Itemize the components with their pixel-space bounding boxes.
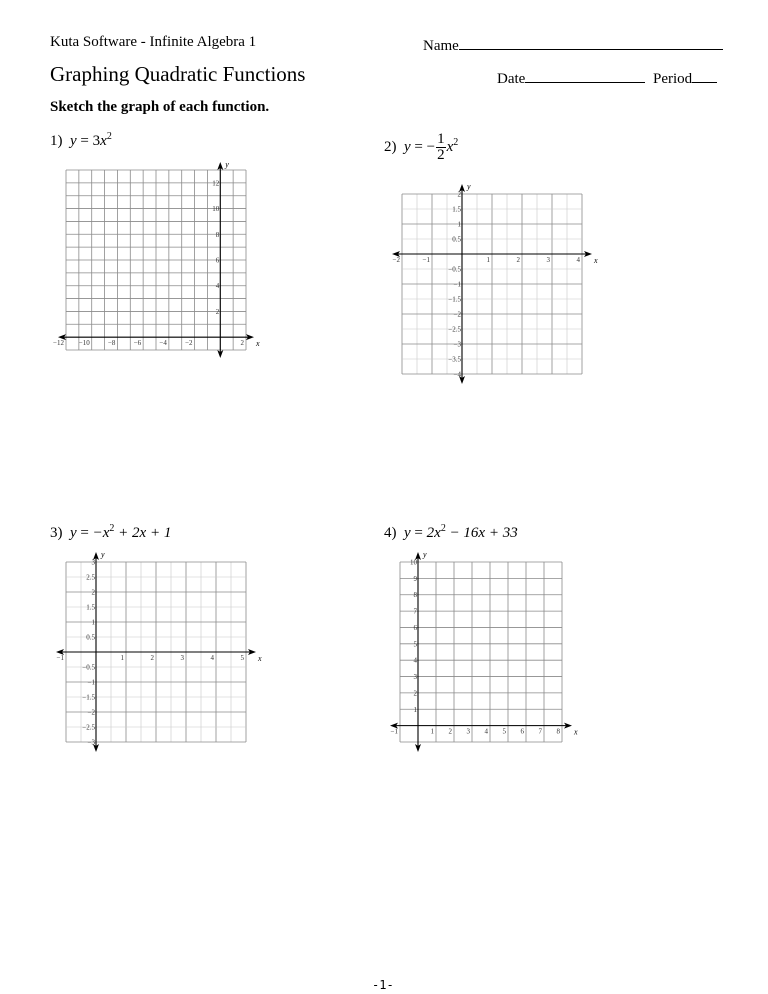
name-field[interactable]	[423, 34, 723, 55]
period-blank[interactable]	[692, 67, 717, 83]
source-label: Kuta Software - Infinite Algebra 1	[50, 34, 257, 50]
y-tick-label: 10	[212, 205, 220, 214]
x-tick-label: 1	[486, 256, 490, 264]
y-tick-label: −1.5	[448, 295, 461, 304]
x-tick-label: −8	[107, 339, 116, 348]
y-tick-label: 7	[413, 607, 417, 616]
eq-rest: − 16x + 33	[449, 525, 518, 541]
x-axis-label: x	[574, 727, 578, 737]
problem-4-graph[interactable]	[384, 548, 584, 763]
eq-exp: 2	[440, 523, 446, 534]
name-blank[interactable]	[459, 34, 723, 50]
y-tick-label: 0.5	[86, 633, 95, 642]
y-axis-label: y	[423, 550, 427, 559]
eq-sign: =	[80, 525, 89, 541]
y-tick-label: −0.5	[448, 265, 461, 274]
page-number: -1-	[372, 978, 394, 992]
eq-neg: −	[426, 138, 436, 155]
x-tick-label: −2	[185, 339, 193, 348]
eq-var: y	[404, 525, 411, 541]
eq-coef: 3	[92, 133, 101, 149]
date-blank[interactable]	[525, 67, 645, 83]
eq-rest: + 2x + 1	[118, 525, 172, 541]
eq-term: −x	[92, 525, 110, 541]
y-tick-label: 5	[413, 640, 417, 649]
y-tick-label: 1	[91, 618, 95, 627]
x-tick-label: −4	[159, 339, 167, 348]
y-tick-label: 2	[91, 588, 95, 597]
y-tick-label: 1.5	[452, 205, 461, 214]
y-tick-label: −2.5	[448, 325, 461, 334]
x-tick-label: −2	[392, 256, 400, 264]
frac-den: 2	[437, 147, 445, 163]
y-tick-label: 8	[215, 230, 220, 239]
y-tick-label: 10	[410, 558, 417, 567]
date-label: Date	[497, 71, 526, 87]
x-tick-label: 4	[210, 654, 214, 662]
y-tick-label: 0.5	[452, 235, 461, 244]
x-tick-label: 3	[180, 654, 184, 662]
problem-number: 3)	[50, 525, 63, 541]
eq-sign: =	[414, 138, 423, 155]
x-tick-label: 6	[520, 727, 524, 736]
y-axis-label: y	[101, 550, 105, 559]
period-label: Period	[653, 71, 693, 87]
name-label: Name	[423, 38, 459, 54]
y-tick-label: 9	[413, 574, 417, 583]
y-tick-label: −1	[87, 678, 95, 687]
x-tick-label: 5	[502, 727, 506, 736]
x-tick-label: −6	[133, 339, 142, 348]
y-tick-label: −3	[453, 340, 461, 349]
x-tick-label: −1	[56, 654, 64, 662]
x-tick-label: 5	[240, 654, 244, 662]
y-tick-label: 8	[413, 591, 417, 600]
x-tick-label: −10	[78, 339, 90, 348]
y-tick-label: 1	[457, 220, 461, 229]
page-title: Graphing Quadratic Functions	[50, 62, 306, 86]
eq-exp: 2	[453, 136, 459, 148]
problem-3-label	[50, 523, 171, 542]
x-tick-label: 3	[546, 256, 550, 264]
problem-1-graph[interactable]	[50, 154, 265, 369]
y-tick-label: 2	[413, 689, 417, 698]
x-tick-label: 4	[576, 256, 580, 264]
x-tick-label: 3	[466, 727, 470, 736]
x-tick-label: −1	[390, 727, 398, 736]
eq-var: y	[404, 138, 411, 155]
x-tick-label: 7	[538, 727, 542, 736]
instructions: Sketch the graph of each function.	[50, 99, 270, 115]
eq-exp: 2	[106, 131, 112, 142]
eq-var: x	[446, 138, 454, 155]
x-tick-label: 8	[556, 727, 560, 736]
eq-exp: 2	[109, 523, 115, 534]
y-tick-label: −1.5	[82, 693, 95, 702]
eq-var: x	[100, 133, 107, 149]
problem-number: 4)	[384, 525, 397, 541]
x-tick-label: 2	[516, 256, 520, 264]
y-tick-label: −3	[87, 738, 95, 747]
y-axis-label: y	[225, 160, 229, 169]
x-axis-label: x	[256, 339, 260, 349]
x-axis-label: x	[594, 256, 598, 265]
y-tick-label: 12	[212, 179, 220, 188]
eq-term: 2x	[426, 525, 441, 541]
x-tick-label: 2	[150, 654, 154, 662]
problem-number: 2)	[384, 138, 397, 155]
eq-sign: =	[414, 525, 423, 541]
x-tick-label: 2	[240, 339, 244, 348]
eq-sign: =	[80, 133, 89, 149]
x-tick-label: 2	[448, 727, 452, 736]
eq-fraction	[436, 132, 446, 163]
y-tick-label: 3	[91, 558, 95, 567]
y-tick-label: 3	[413, 673, 417, 682]
problem-1-label	[50, 131, 112, 150]
y-tick-label: −4	[453, 370, 461, 379]
y-tick-label: −2	[453, 310, 461, 319]
y-tick-label: 2	[457, 190, 461, 199]
date-field[interactable]	[497, 67, 645, 88]
y-tick-label: 2	[215, 307, 220, 316]
x-tick-label: −1	[422, 256, 430, 264]
y-tick-label: −1	[453, 280, 461, 289]
y-tick-label: 2.5	[86, 573, 95, 582]
x-tick-label: −12	[53, 339, 64, 348]
y-tick-label: 4	[413, 656, 417, 665]
frac-num: 1	[437, 131, 445, 147]
y-tick-label: −3.5	[448, 355, 461, 364]
y-axis-label: y	[467, 182, 471, 191]
x-axis-label: x	[258, 654, 262, 663]
problem-3-graph[interactable]	[50, 548, 265, 763]
x-tick-label: 1	[430, 727, 434, 736]
problem-2-label	[384, 132, 458, 163]
y-tick-label: −2.5	[82, 723, 95, 732]
eq-var: y	[70, 133, 77, 149]
problem-2-graph[interactable]	[384, 178, 604, 398]
eq-var: y	[70, 525, 77, 541]
y-tick-label: 6	[413, 623, 417, 632]
y-tick-label: −0.5	[82, 663, 95, 672]
y-tick-label: 4	[215, 282, 220, 291]
x-tick-label: 4	[484, 727, 488, 736]
y-tick-label: −2	[87, 708, 95, 717]
problem-number: 1)	[50, 133, 63, 149]
y-tick-label: 6	[215, 256, 220, 265]
problem-4-label	[384, 523, 518, 542]
x-tick-label: 1	[120, 654, 124, 662]
y-tick-label: 1	[413, 705, 417, 714]
period-field[interactable]	[653, 67, 717, 88]
y-tick-label: 1.5	[86, 603, 95, 612]
